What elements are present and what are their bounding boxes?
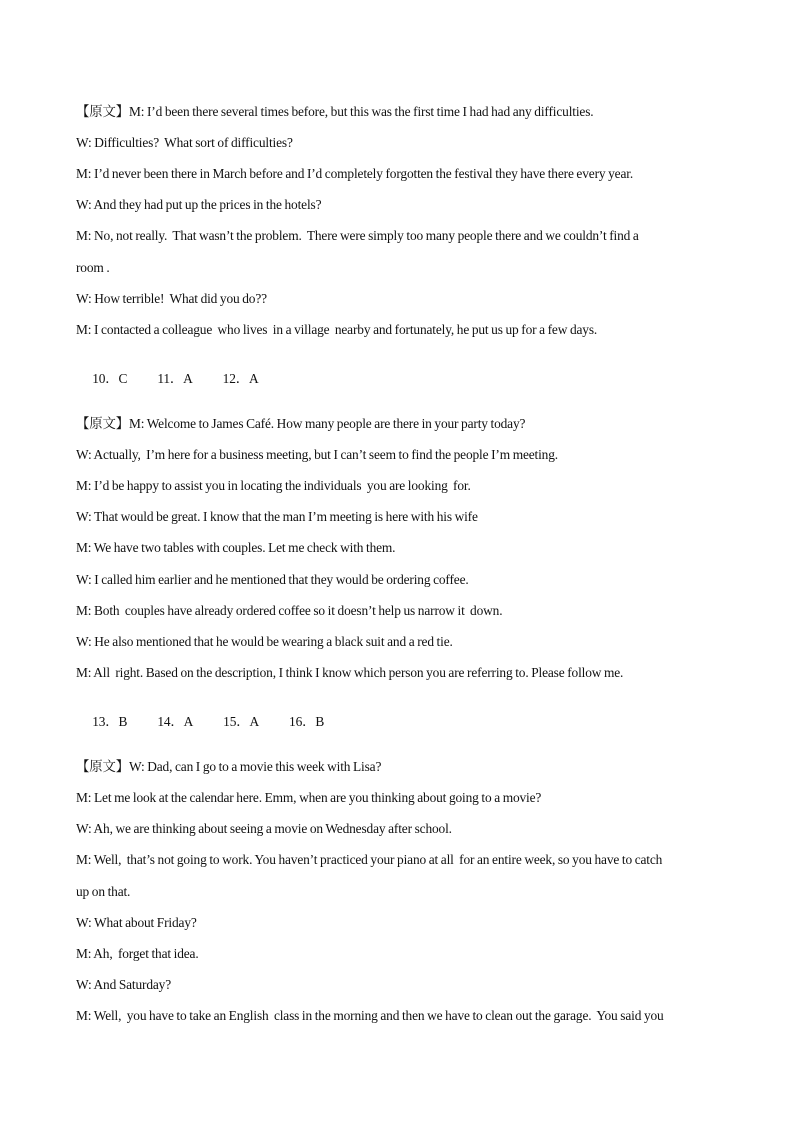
- transcript-line: M: No, not really. That wasn’t the problem. There were simply too many people there and we couldn’t find a: [76, 228, 639, 243]
- transcript-line: up on that.: [76, 884, 131, 899]
- answer-key: [76, 695, 324, 749]
- transcript-line: W: That would be great. I know that the man I’m meeting is here with his wife: [76, 509, 478, 524]
- transcript-line: W: He also mentioned that he would be wearing a black suit and a red tie.: [76, 634, 453, 649]
- transcript-line: M: Well, you have to take an English class in the morning and then we have to clean out the garage. You said you: [76, 1008, 664, 1023]
- transcript-line: M: Ah, forget that idea.: [76, 946, 199, 961]
- transcript-line: W: And Saturday?: [76, 977, 172, 992]
- transcript-line: W: What about Friday?: [76, 915, 197, 930]
- answer-item: 15．A: [223, 714, 260, 729]
- transcript-line: W: How terrible! What did you do??: [76, 291, 267, 306]
- answer-key: [76, 352, 259, 406]
- transcript-line: 【原文】W: Dad, can I go to a movie this week with Lisa?: [76, 759, 382, 774]
- transcript-line: room .: [76, 260, 110, 275]
- transcript-line: M: Let me look at the calendar here. Emm, when are you thinking about going to a movie?: [76, 790, 542, 805]
- answer-item: 14．A: [157, 714, 194, 729]
- answer-item: 11．A: [157, 371, 193, 386]
- transcript-line: 【原文】M: I’d been there several times before, but this was the first time I had had any difficulties.: [76, 104, 594, 119]
- transcript-line: M: Well, that’s not going to work. You haven’t practiced your piano at all for an entire week, so you have to catch: [76, 852, 663, 867]
- transcript-line: M: All right. Based on the description, I think I know which person you are referring to. Please follow me.: [76, 665, 624, 680]
- answer-item: 12．A: [222, 371, 259, 386]
- transcript-line: W: Ah, we are thinking about seeing a movie on Wednesday after school.: [76, 821, 452, 836]
- transcript-line: M: I’d be happy to assist you in locating the individuals you are looking for.: [76, 478, 471, 493]
- transcript-line: 【原文】M: Welcome to James Café. How many people are there in your party today?: [76, 416, 526, 431]
- transcript-line: W: Actually, I’m here for a business meeting, but I can’t seem to find the people I’m meeting.: [76, 447, 558, 462]
- transcript-line: W: And they had put up the prices in the hotels?: [76, 197, 322, 212]
- answer-item: 16．B: [289, 714, 325, 729]
- transcript-line: M: Both couples have already ordered coffee so it doesn’t help us narrow it down.: [76, 603, 503, 618]
- transcript-line: M: I contacted a colleague who lives in a village nearby and fortunately, he put us up for a few days.: [76, 322, 598, 337]
- transcript-line: M: I’d never been there in March before and I’d completely forgotten the festival they have there every year.: [76, 166, 634, 181]
- answer-item: 13．B: [92, 714, 128, 729]
- transcript-line: W: I called him earlier and he mentioned that they would be ordering coffee.: [76, 572, 469, 587]
- transcript-line: M: We have two tables with couples. Let me check with them.: [76, 540, 396, 555]
- answer-item: 10．C: [92, 371, 128, 386]
- transcript-line: W: Difficulties? What sort of difficulties?: [76, 135, 293, 150]
